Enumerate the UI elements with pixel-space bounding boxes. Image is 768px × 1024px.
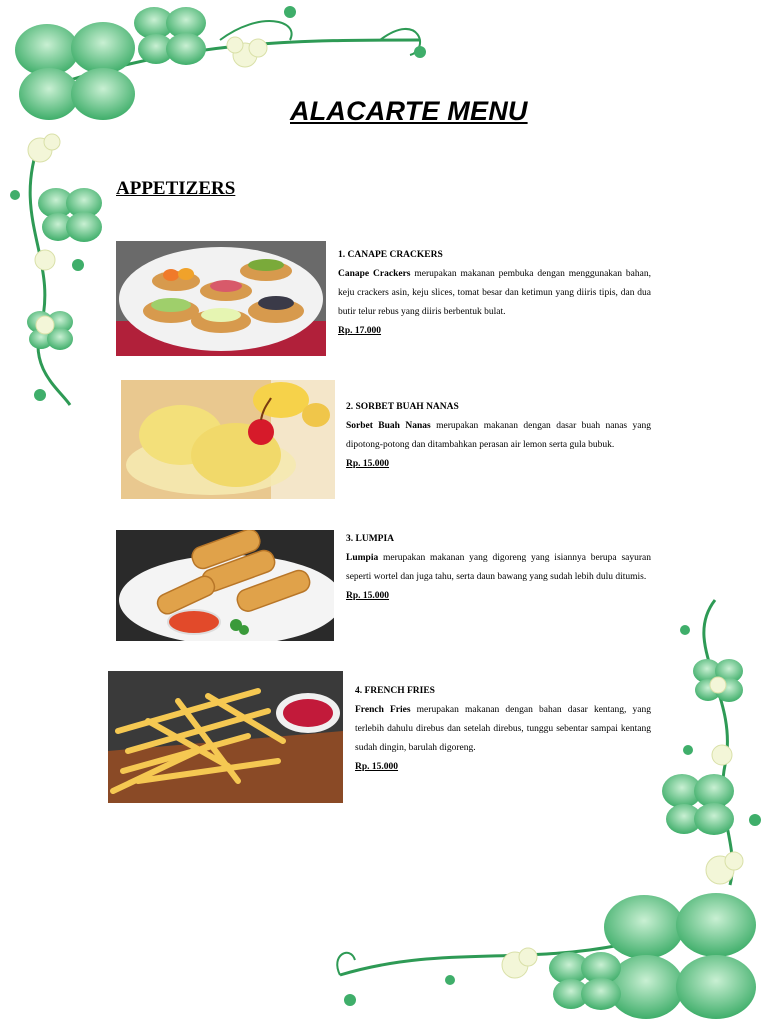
- item-description: [355, 701, 651, 758]
- item-desc-text: merupakan makanan yang digoreng yang isiannya berupa sayuran seperti wortel dan juga tahu, serta daun bawang yang sudah lebih dulu ditumis.: [346, 553, 651, 582]
- item-price: Rp. 15.000: [346, 591, 390, 601]
- sorbet-buah-nanas-photo: [121, 380, 335, 499]
- menu-title: ALACARTE MENU: [290, 96, 528, 126]
- lumpia-photo: [116, 530, 334, 641]
- item-lead: Sorbet Buah Nanas: [346, 421, 431, 431]
- item-description: [346, 549, 651, 587]
- item-price: Rp. 15.000: [346, 459, 390, 469]
- item-price: Rp. 15.000: [355, 762, 399, 772]
- clover-vine-decoration-top-left: [0, 0, 440, 420]
- french-fries-photo: [108, 671, 343, 803]
- menu-item-3: [346, 530, 651, 606]
- menu-item-1: [338, 246, 651, 341]
- item-lead: Lumpia: [346, 553, 379, 563]
- item-name: 3. LUMPIA: [346, 534, 395, 544]
- section-heading-appetizers: APPETIZERS: [116, 178, 236, 199]
- canape-crackers-photo: [116, 241, 326, 356]
- item-description: [346, 417, 651, 455]
- item-description: [338, 265, 651, 322]
- menu-item-4: [355, 682, 651, 777]
- item-name: 1. CANAPE CRACKERS: [338, 250, 443, 260]
- item-price: Rp. 17.000: [338, 326, 382, 336]
- item-desc-text: merupakan makanan dengan dasar buah nanas yang dipotong-potong dan ditambahkan perasan air lemon serta gula bubuk.: [346, 421, 651, 450]
- clover-vine-decoration-bottom-right: [320, 585, 768, 1024]
- item-name: 4. FRENCH FRIES: [355, 686, 435, 696]
- item-lead: French Fries: [355, 705, 411, 715]
- menu-item-2: [346, 398, 651, 474]
- item-lead: Canape Crackers: [338, 269, 411, 279]
- item-name: 2. SORBET BUAH NANAS: [346, 402, 459, 412]
- item-desc-text: merupakan makanan pembuka dengan menggunakan bahan, keju crackers asin, keju slices, tomat besar dan ketimun yang diiris tipis, dan dua butir telur rebus yang diiris berbentuk bulat.: [338, 269, 651, 317]
- item-desc-text: merupakan makanan dengan bahan dasar kentang, yang terlebih dahulu direbus dan setelah direbus, tunggu sebentar sampai kentang sudah dingin, barulah digoreng.: [355, 705, 651, 753]
